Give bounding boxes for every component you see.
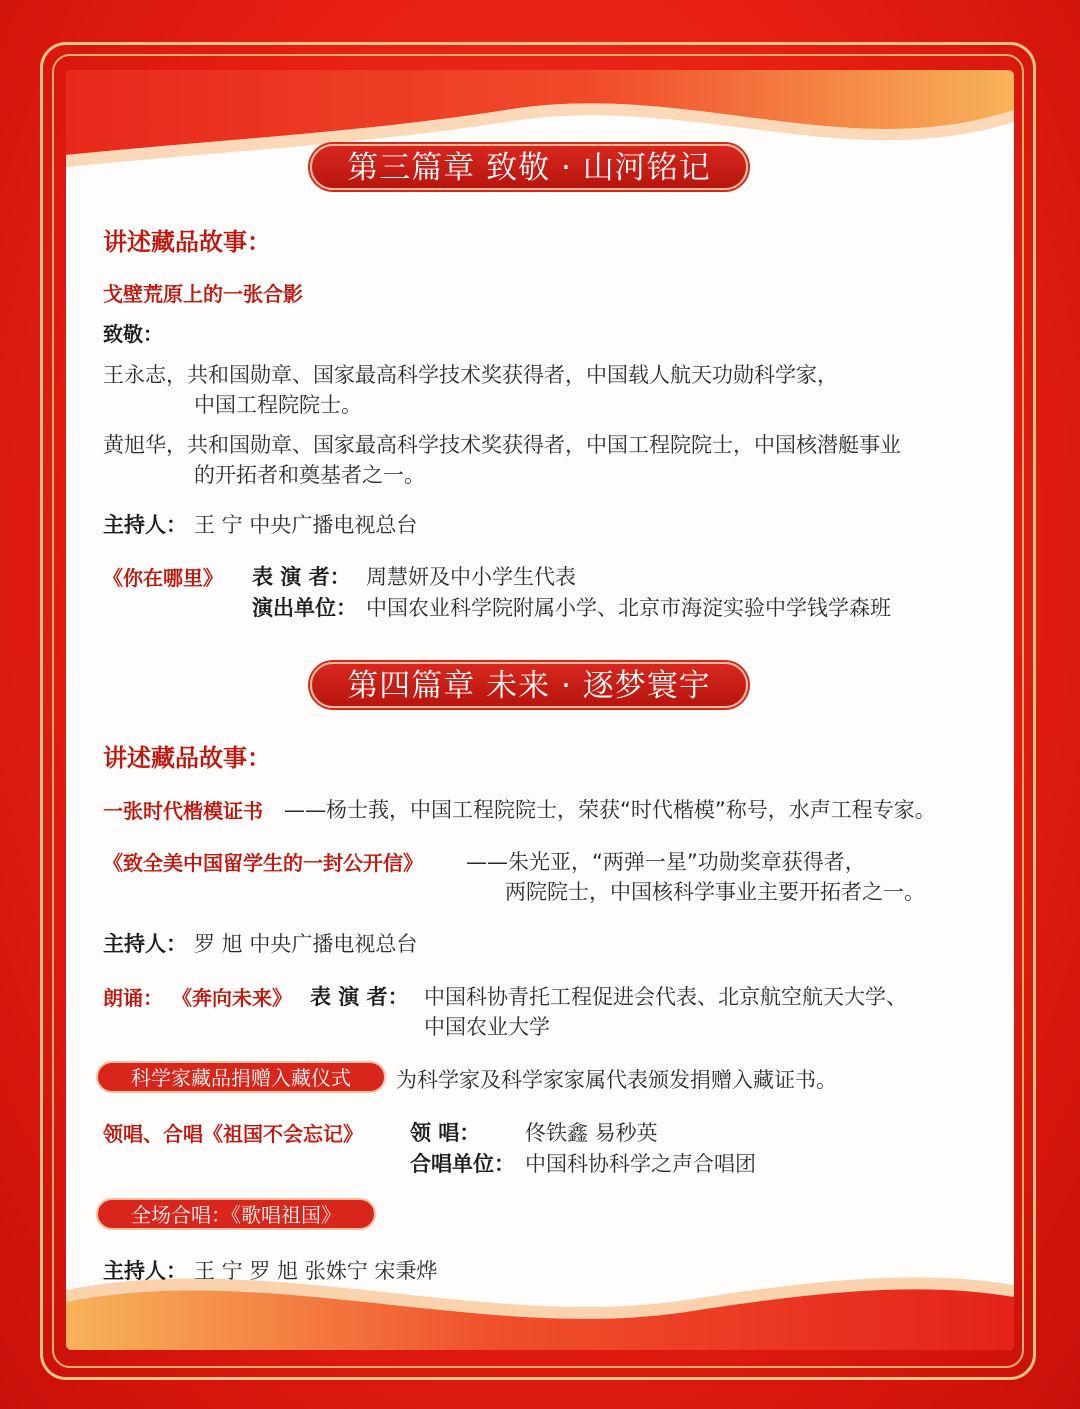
chapter4-story-heading: 讲述藏品故事： bbox=[103, 744, 271, 772]
person2-line2: 的开拓者和奠基者之一。 bbox=[194, 463, 425, 487]
person1-line1: 王永志，共和国勋章、国家最高科学技术奖获得者，中国载人航天功勋科学家， bbox=[103, 363, 838, 387]
final-chorus-pill: 全场合唱：《歌唱祖国》 bbox=[96, 1198, 376, 1230]
chapter3-song-title: 《你在哪里》 bbox=[103, 566, 223, 590]
choir-value: 中国科协科学之声合唱团 bbox=[525, 1152, 756, 1176]
item1-title: 一张时代楷模证书 bbox=[103, 799, 263, 823]
tribute-label: 致敬： bbox=[103, 322, 163, 346]
chapter3-host-label: 主持人： bbox=[103, 513, 187, 537]
item2-desc-line2: 两院院士，中国核科学事业主要开拓者之一。 bbox=[505, 880, 925, 904]
item1-desc: ——杨士莪，中国工程院院士，荣获“时代楷模”称号，水声工程专家。 bbox=[284, 798, 936, 822]
chapter4-host-label: 主持人： bbox=[103, 932, 187, 956]
chapter3-story-title: 戈壁荒原上的一张合影 bbox=[103, 282, 303, 306]
ceremony-desc: 为科学家及科学家家属代表颁发捐赠入藏证书。 bbox=[396, 1068, 837, 1092]
chapter3-host-value: 王 宁 中央广播电视总台 bbox=[194, 513, 418, 537]
chapter3-performer-label: 表 演 者： bbox=[252, 565, 351, 589]
chapter3-story-heading: 讲述藏品故事： bbox=[103, 228, 271, 256]
chapter4-title-banner: 第四篇章 未来 · 逐梦寰宇 bbox=[310, 662, 748, 708]
chapter3-unit-label: 演出单位： bbox=[252, 596, 357, 620]
final-host-value: 王 宁 罗 旭 张姝宁 宋秉烨 bbox=[194, 1259, 438, 1283]
chapter3-unit-value: 中国农业科学院附属小学、北京市海淀实验中学钱学森班 bbox=[366, 596, 891, 620]
lead-singer-label: 领 唱： bbox=[410, 1121, 481, 1145]
person1-line2: 中国工程院院士。 bbox=[194, 393, 362, 417]
chapter3-title-banner: 第三篇章 致敬 · 山河铭记 bbox=[310, 144, 748, 190]
lead-singer-value: 佟铁鑫 易秒英 bbox=[525, 1121, 658, 1145]
choir-label: 合唱单位： bbox=[410, 1152, 515, 1176]
recite-performer-line1: 中国科协青托工程促进会代表、北京航空航天大学、 bbox=[424, 985, 907, 1009]
recite-performer-line2: 中国农业大学 bbox=[424, 1015, 550, 1039]
ceremony-pill: 科学家藏品捐赠入藏仪式 bbox=[96, 1061, 386, 1093]
chorus-label: 领唱、合唱《祖国不会忘记》 bbox=[103, 1122, 363, 1146]
recite-performer-label: 表 演 者： bbox=[310, 985, 409, 1009]
person2-line1: 黄旭华，共和国勋章、国家最高科学技术奖获得者，中国工程院院士，中国核潜艇事业 bbox=[103, 433, 901, 457]
item2-title: 《致全美中国留学生的一封公开信》 bbox=[103, 851, 423, 875]
final-host-label: 主持人： bbox=[103, 1259, 187, 1283]
recite-label: 朗诵： bbox=[103, 986, 163, 1010]
recite-title: 《奔向未来》 bbox=[172, 986, 292, 1010]
chapter4-host-value: 罗 旭 中央广播电视总台 bbox=[194, 932, 418, 956]
item2-desc-line1: ——朱光亚，“两弹一星”功勋奖章获得者， bbox=[466, 850, 866, 874]
chapter3-performer-value: 周慧妍及中小学生代表 bbox=[366, 565, 576, 589]
